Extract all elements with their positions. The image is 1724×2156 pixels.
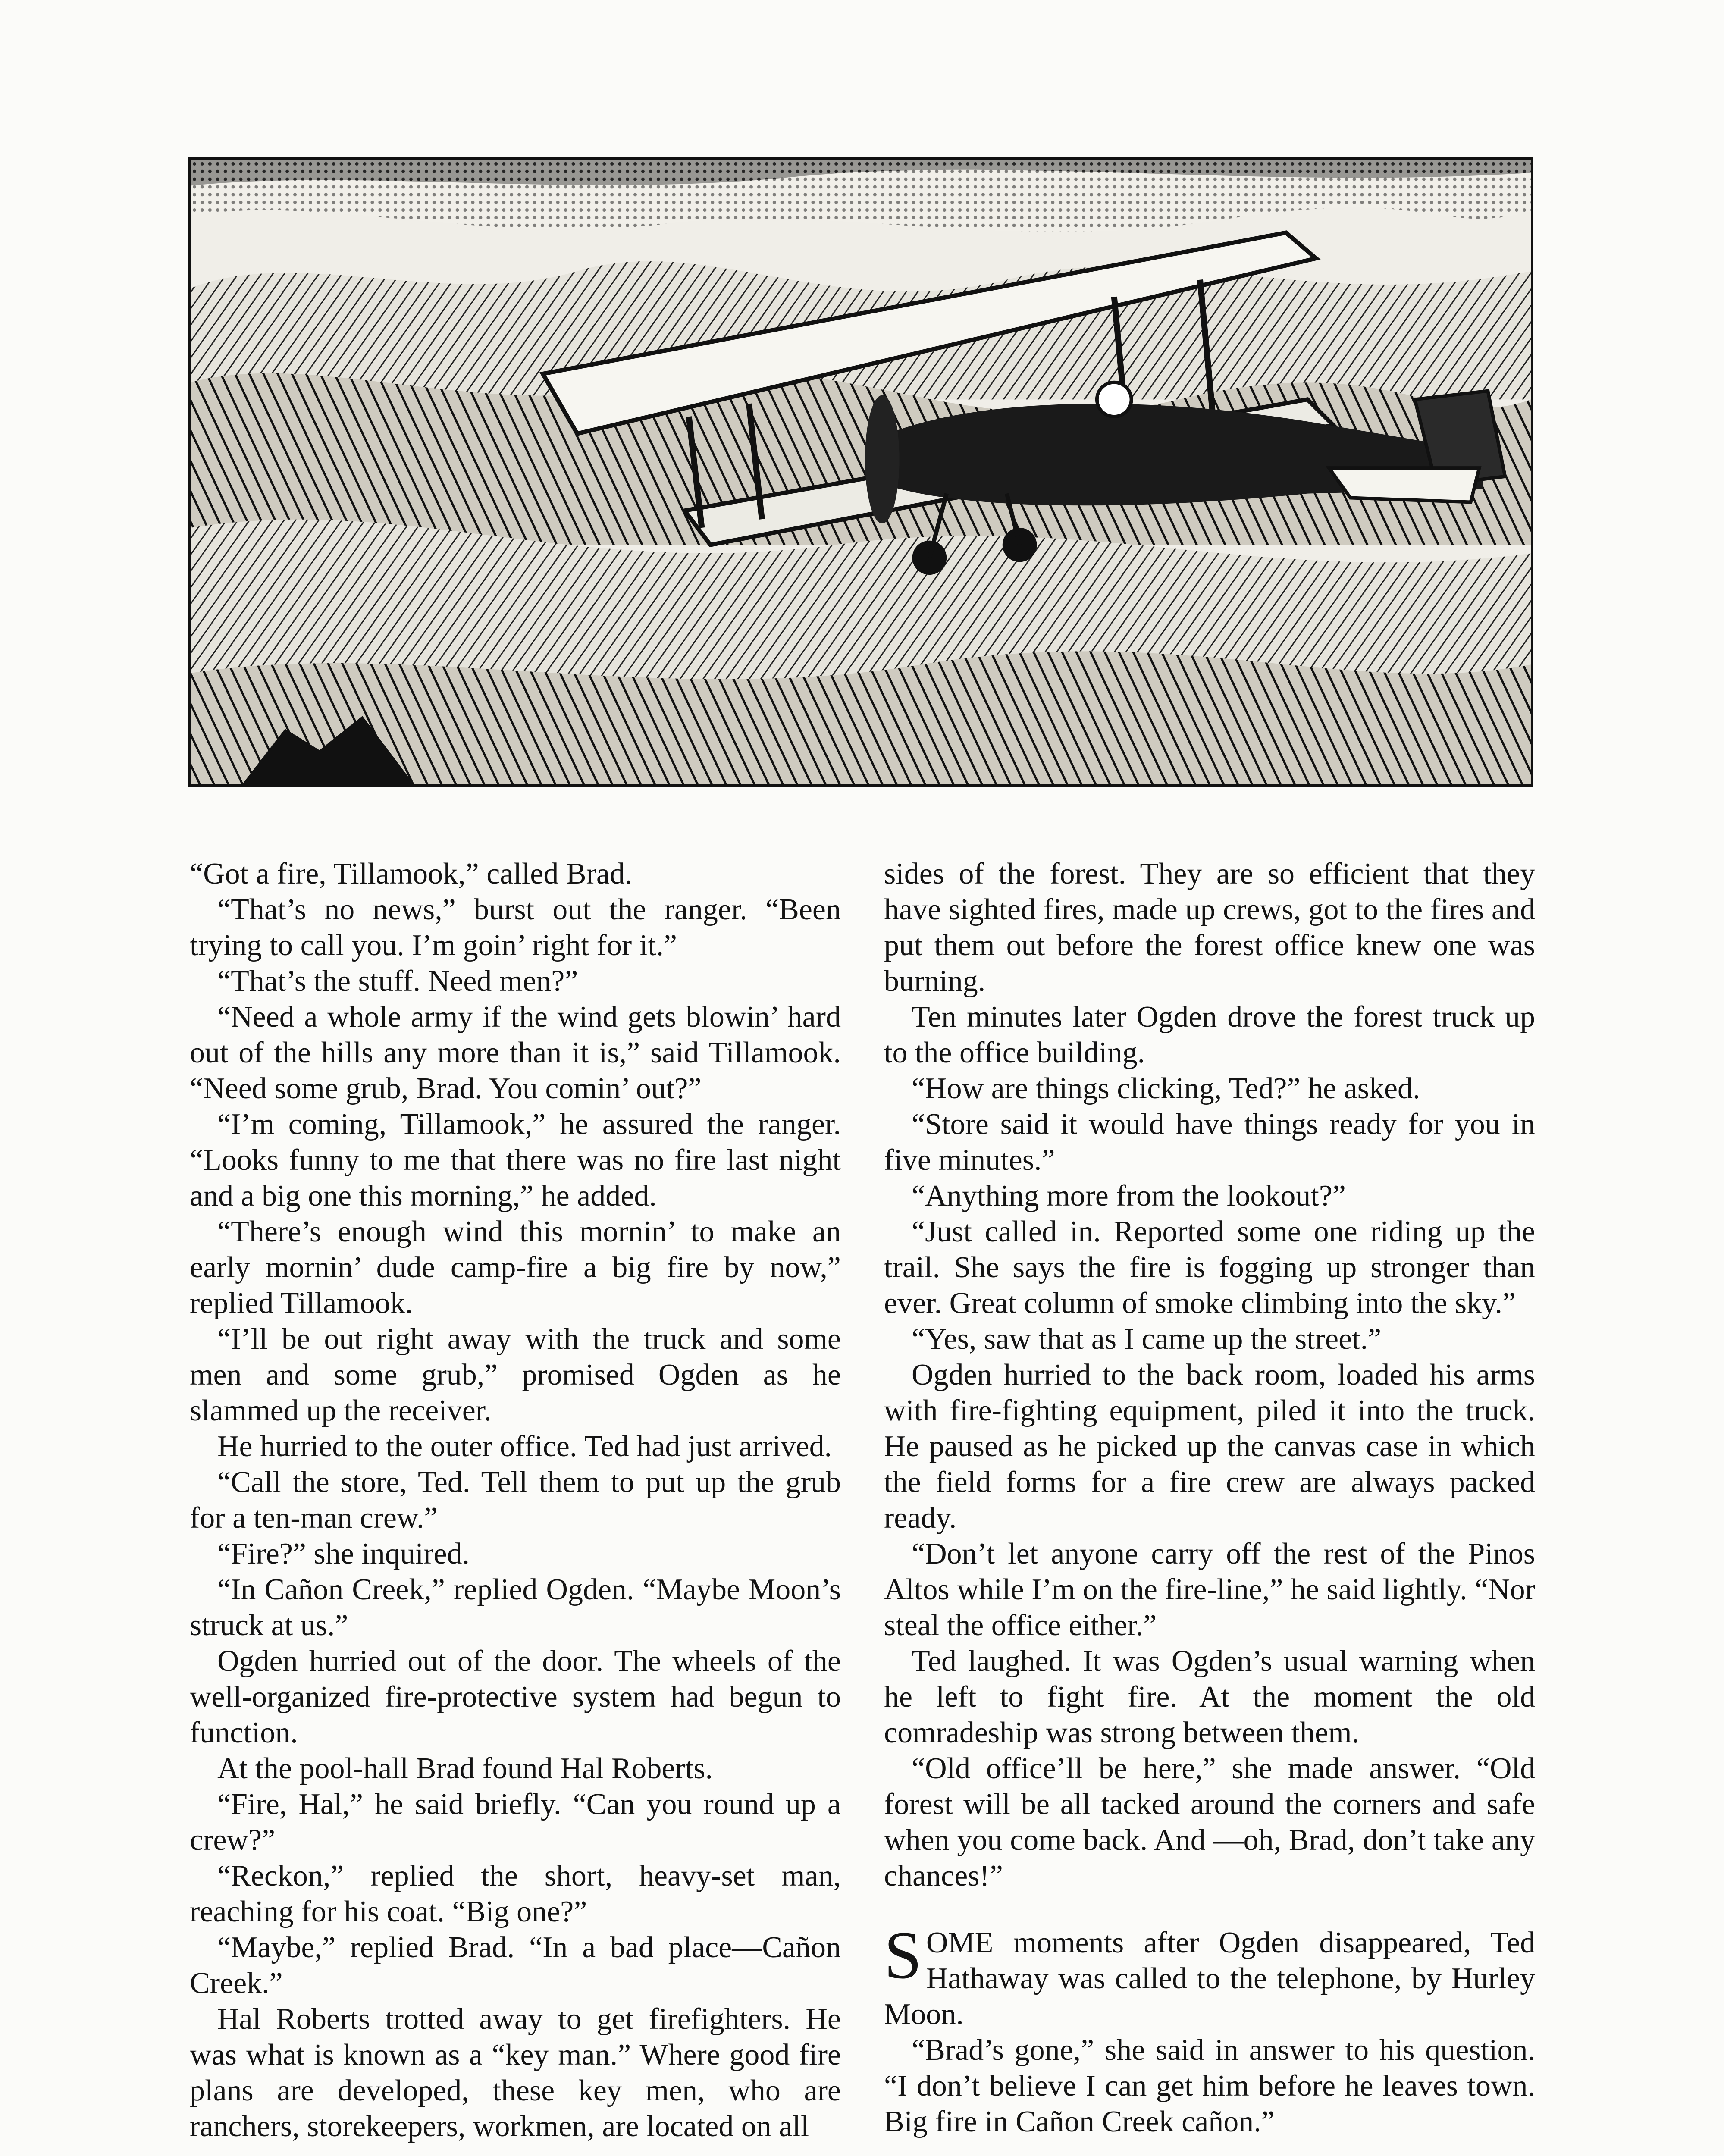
paragraph: “There’s enough wind this mornin’ to make an early mornin’ dude camp-fire a big fire by now,” replied Tillamook. [190, 1215, 841, 1320]
paragraph: Ogden hurried to the back room, loaded his arms with fire-fighting equipment, piled it into the truck. He paused as he picked up the canvas case in which the field forms for a fire crew are always packed ready. [884, 1358, 1535, 1535]
paragraph: “Need a whole army if the wind gets blowin’ hard out of the hills any more than it is,” said Tillamook. “Need some grub, Brad. You comin’ out?” [190, 1000, 841, 1105]
paragraph: “That’s the stuff. Need men?” [217, 965, 578, 998]
paragraph: “Reckon,” replied the short, heavy-set man, reaching for his coat. “Big one?” [190, 1859, 841, 1928]
paragraph: “Don’t let anyone carry off the rest of the Pinos Altos while I’m on the fire-line,” he said lightly. “Nor steal the office either.” [884, 1537, 1535, 1642]
drop-cap: S [884, 1918, 922, 1993]
paragraph: “In Cañon Creek,” replied Ogden. “Maybe Moon’s struck at us.” [190, 1573, 841, 1642]
paragraph: sides of the forest. They are so efficient that they have sighted fires, made up crews, got to the fires and put them out before the forest office knew one was burning. [884, 857, 1535, 998]
paragraph: “Call the store, Ted. Tell them to put up the grub for a ten-man crew.” [190, 1466, 841, 1535]
paragraph: “I’m coming, Tillamook,” he assured the ranger. “Looks funny to me that there was no fire last night and a big one this morning,” he added. [190, 1108, 841, 1213]
small-caps-lead: OME [926, 1926, 994, 1959]
paragraph: He hurried to the outer office. Ted had just arrived. [217, 1430, 832, 1463]
paragraph: “Anything more from the lookout?” [912, 1179, 1346, 1213]
paragraph: “Old office’ll be here,” she made answer. “Old forest will be all tacked around the corners and safe when you come back. And —oh, Brad, don’t take any chances!” [884, 1752, 1535, 1893]
paragraph: “Just called in. Reported some one riding up the trail. She says the fire is fogging up stronger than ever. Great column of smoke climbing into the sky.” [884, 1215, 1535, 1320]
paragraph: “Yes, saw that as I came up the street.” [912, 1322, 1382, 1356]
paragraph: Hal Roberts trotted away to get firefighters. He was what is known as a “key man.” Where good fire plans are developed, these key men, who are ranchers, storekeepers, workmen, are located on all [190, 2002, 841, 2143]
biplane-illustration [188, 157, 1533, 787]
paragraph: “Fire?” she inquired. [217, 1537, 470, 1570]
paragraph: “Fire, Hal,” he said briefly. “Can you round up a crew?” [190, 1788, 841, 1857]
paragraph: “How are things clicking, Ted?” he asked. [912, 1072, 1420, 1105]
paragraph: “Brad’s gone,” she said in answer to his question. “I don’t believe I can get him before he leaves town. Big fire in Cañon Creek cañon.” [884, 2034, 1535, 2138]
paragraph: “Store said it would have things ready for you in five minutes.” [884, 1108, 1535, 1177]
section-text: moments after Ogden disappeared, Ted Hathaway was called to the telephone, by Hurley Moon. [884, 1926, 1535, 2031]
paragraph: Ten minutes later Ogden drove the forest truck up to the office building. [884, 1000, 1535, 1069]
paragraph: At the pool-hall Brad found Hal Roberts. [217, 1752, 713, 1785]
paragraph: “That’s no news,” burst out the ranger. “Been trying to call you. I’m goin’ right for it.” [190, 893, 841, 962]
left-text-column [190, 856, 841, 2144]
illustration-drawing [191, 160, 1531, 784]
paragraph: “I’ll be out right away with the truck and some men and some grub,” promised Ogden as he slammed up the receiver. [190, 1322, 841, 1427]
section-start-paragraph [884, 1918, 1535, 2032]
paragraph: “Got a fire, Tillamook,” called Brad. [190, 857, 633, 890]
right-text-column [884, 856, 1535, 2140]
paragraph: Ogden hurried out of the door. The wheels of the well-organized fire-protective system had begun to function. [190, 1645, 841, 1749]
paragraph: Ted laughed. It was Ogden’s usual warning when he left to fight fire. At the moment the old comradeship was strong between them. [884, 1645, 1535, 1749]
paragraph: “Maybe,” replied Brad. “In a bad place—Cañon Creek.” [190, 1931, 841, 2000]
